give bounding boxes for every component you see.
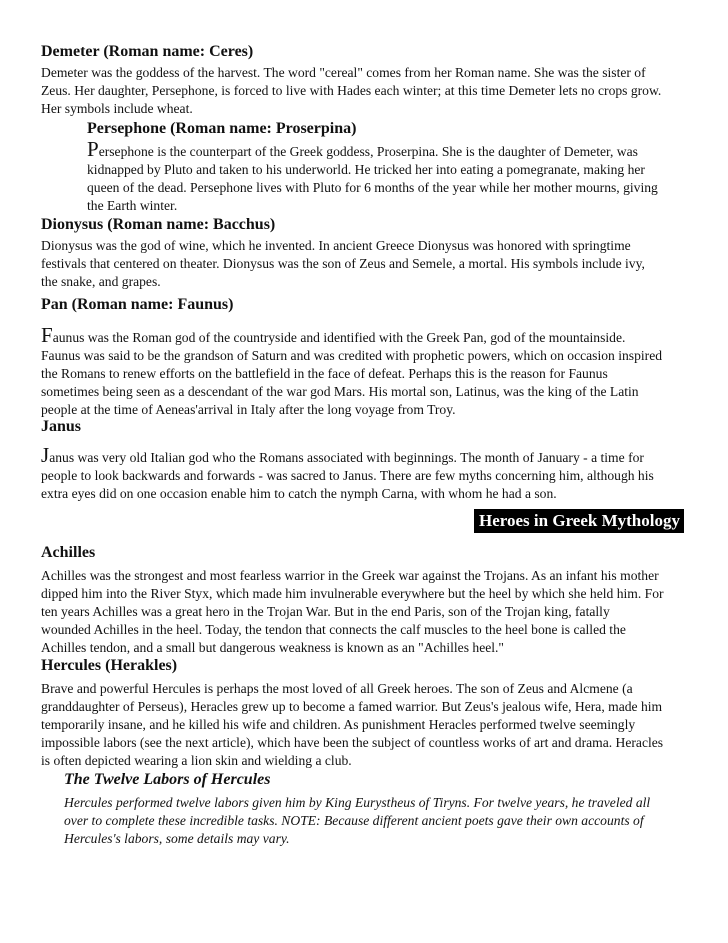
demeter-paragraph bbox=[41, 64, 661, 118]
persephone-line-2: kidnapped by Pluto and taken to his underworld. He tricked her into eating a pomegranate, making her bbox=[87, 162, 645, 177]
achilles-line-2: dipped him into the River Styx, which made him invulnerable everywhere but the heel by which she held him. For bbox=[41, 586, 664, 601]
achilles-line-4: wounded Achilles in the heel. Today, the tendon that connects the calf muscles to the heel bone is called the bbox=[41, 622, 626, 637]
pan-line-3: the Romans to renew efforts on the battlefield in the face of defeat. Perhaps this is the reason for Faunus bbox=[41, 366, 608, 381]
persephone-paragraph bbox=[87, 137, 658, 215]
hercules-line-5: is often depicted wearing a lion skin and wielding a club. bbox=[41, 753, 352, 768]
demeter-line-2: Zeus. Her daughter, Persephone, is forced to live with Hades each winter; at this time Demeter lets no crops grow. bbox=[41, 83, 662, 98]
pan-paragraph bbox=[41, 323, 663, 419]
hercules-line-3: temporarily insane, and he killed his wife and children. As punishment Heracles performed twelve seemingly bbox=[41, 717, 636, 732]
janus-drop-letter: J bbox=[41, 443, 50, 467]
demeter-line-1: Demeter was the goddess of the harvest. The word "cereal" comes from her Roman name. She was the sister of bbox=[41, 65, 646, 80]
persephone-line-1 bbox=[87, 137, 658, 161]
janus-first-line: anus was very old Italian god who the Romans associated with beginnings. The month of January - a time for bbox=[49, 450, 644, 465]
pan-first-line: aunus was the Roman god of the countryside and identified with the Greek Pan, god of the mountainside. bbox=[52, 330, 626, 345]
janus-line-3: extra eyes did on one occasion enable him to catch the nymph Carna, with whom he had a son. bbox=[41, 486, 557, 501]
labors-heading: The Twelve Labors of Hercules bbox=[64, 771, 271, 788]
hercules-heading: Hercules (Herakles) bbox=[41, 657, 178, 674]
persephone-drop-letter: P bbox=[87, 137, 99, 161]
janus-heading: Janus bbox=[41, 418, 82, 435]
labors-line-3: Hercules's labors, some details may vary. bbox=[64, 831, 290, 846]
pan-line-4: sometimes being seen as a descendant of the war god Mars. His mortal son, Latinus, was the king of the Latin bbox=[41, 384, 639, 399]
achilles-line-1: Achilles was the strongest and most fearless warrior in the Greek war against the Trojans. As an infant his mother bbox=[41, 568, 659, 583]
persephone-line-3: queen of the dead. Persephone lives with Pluto for 6 months of the year while her mother mourns, giving bbox=[87, 180, 658, 195]
pan-line-5: people at the time of Aeneas'arrival in Italy after the long voyage from Troy. bbox=[41, 402, 456, 417]
achilles-line-5: Achilles tendon, and a small but dangerous weakness is known as an "Achilles heel." bbox=[41, 640, 504, 655]
pan-drop-letter: F bbox=[41, 323, 53, 347]
persephone-first-line: ersephone is the counterpart of the Greek goddess, Proserpina. She is the daughter of Demeter, was bbox=[98, 144, 638, 159]
janus-paragraph bbox=[41, 443, 654, 503]
dionysus-line-2: festivals that centered on theater. Dionysus was the son of Zeus and Semele, a mortal. His symbols include ivy, bbox=[41, 256, 645, 271]
persephone-line-4: the Earth winter. bbox=[87, 198, 178, 213]
dionysus-heading: Dionysus (Roman name: Bacchus) bbox=[41, 216, 276, 233]
janus-line-1 bbox=[41, 443, 654, 467]
achilles-line-3: ten years Achilles was a great hero in the Trojan War. But in the end Paris, son of the Trojan king, fatally bbox=[41, 604, 610, 619]
demeter-line-3: Her symbols include wheat. bbox=[41, 101, 193, 116]
labors-paragraph bbox=[64, 794, 650, 848]
dionysus-paragraph bbox=[41, 237, 645, 291]
hercules-paragraph bbox=[41, 680, 663, 770]
achilles-heading: Achilles bbox=[41, 544, 96, 561]
janus-line-2: people to look backwards and forwards - was sacred to Janus. There are few myths concerning him, although his bbox=[41, 468, 654, 483]
hercules-line-2: granddaughter of Perseus), Heracles grew up to become a famed warrior. But Zeus's jealous wife, Hera, made him bbox=[41, 699, 663, 714]
persephone-heading: Persephone (Roman name: Proserpina) bbox=[87, 120, 357, 137]
section-banner: Heroes in Greek Mythology bbox=[474, 509, 684, 533]
dionysus-line-1: Dionysus was the god of wine, which he invented. In ancient Greece Dionysus was honored with springtime bbox=[41, 238, 631, 253]
hercules-line-1: Brave and powerful Hercules is perhaps the most loved of all Greek heroes. The son of Zeus and Alcmene (a bbox=[41, 681, 633, 696]
labors-line-2: over to complete these incredible tasks. NOTE: Because different ancient poets gave their own accounts of bbox=[64, 813, 644, 828]
pan-line-1 bbox=[41, 323, 662, 347]
pan-line-2: Faunus was said to be the grandson of Saturn and was credited with prophetic powers, which on occasion inspired bbox=[41, 348, 663, 363]
pan-heading: Pan (Roman name: Faunus) bbox=[41, 296, 234, 313]
labors-line-1: Hercules performed twelve labors given him by King Eurystheus of Tiryns. For twelve years, he traveled all bbox=[64, 795, 651, 810]
demeter-heading: Demeter (Roman name: Ceres) bbox=[41, 43, 254, 60]
achilles-paragraph bbox=[41, 567, 664, 657]
hercules-line-4: impossible labors (see the next article), which have been the subject of countless works of art and drama. Heracles bbox=[41, 735, 664, 750]
dionysus-line-3: the snake, and grapes. bbox=[41, 274, 161, 289]
